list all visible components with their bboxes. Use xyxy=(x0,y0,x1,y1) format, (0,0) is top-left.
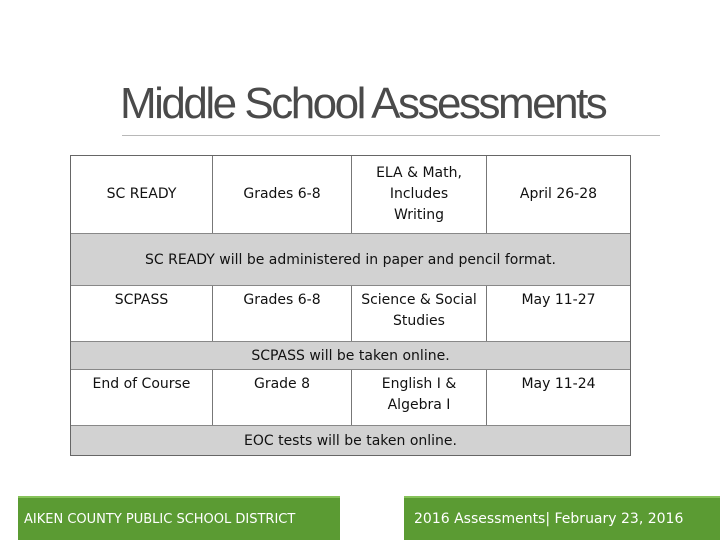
table-row xyxy=(71,370,630,425)
note-band: EOC tests will be taken online. xyxy=(71,425,630,455)
grades-cell: Grade 8 xyxy=(213,370,352,425)
title-divider xyxy=(122,135,660,136)
dates-cell: May 11-27 xyxy=(521,292,596,308)
footer-info: 2016 Assessments| February 23, 2016 xyxy=(404,496,720,540)
subjects-cell: ELA & Math, Includes Writing xyxy=(352,156,487,233)
test-name-cell: SC READY xyxy=(71,156,213,233)
table-row xyxy=(71,156,630,233)
page-title: Middle School Assessments xyxy=(120,79,606,128)
subjects-cell: Science & Social Studies xyxy=(352,286,487,341)
dates-cell: April 26-28 xyxy=(519,186,598,202)
test-name-cell: SCPASS xyxy=(71,286,213,341)
note-band: SCPASS will be taken online. xyxy=(71,341,630,370)
table-row xyxy=(71,286,630,341)
grades-cell: Grades 6-8 xyxy=(213,286,352,341)
subjects-cell: English I & Algebra I xyxy=(352,370,487,425)
assessment-table xyxy=(70,155,631,456)
dates-cell: May 11-24 xyxy=(521,376,596,392)
grades-cell: Grades 6-8 xyxy=(213,156,352,233)
footer-district: AIKEN COUNTY PUBLIC SCHOOL DISTRICT xyxy=(18,496,340,540)
test-name-cell: End of Course xyxy=(71,370,213,425)
note-band: SC READY will be administered in paper and pencil format. xyxy=(71,233,630,286)
